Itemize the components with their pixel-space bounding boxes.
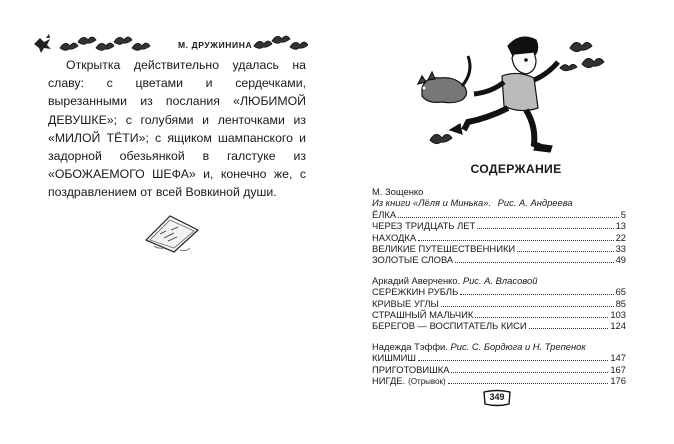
toc-illustrator: Рис. А. Андреева xyxy=(497,197,573,209)
running-head: М. ДРУЖИНИНА xyxy=(178,40,253,50)
toc-entry-title: СТРАШНЫЙ МАЛЬЧИК xyxy=(372,309,474,321)
toc-entry-title: ЧЕРЕЗ ТРИДЦАТЬ ЛЕТ xyxy=(372,220,476,232)
toc-entry-title: ВЕЛИКИЕ ПУТЕШЕСТВЕННИКИ xyxy=(372,243,516,255)
toc-entry[interactable] xyxy=(372,364,626,375)
toc-entry-note: (Отрывок) xyxy=(408,377,446,387)
toc-entry[interactable] xyxy=(372,209,626,220)
birds-ornament-icon xyxy=(252,30,308,58)
toc-entry-title: НИГДЕ. xyxy=(372,375,406,387)
toc-entry-page: 176 xyxy=(610,375,626,387)
toc-entry-title: КРИВЫЕ УГЛЫ xyxy=(372,297,439,309)
toc-entry-page: 33 xyxy=(615,243,626,255)
toc-entry-page: 49 xyxy=(615,254,626,266)
toc-entry-page: 167 xyxy=(610,363,626,375)
toc-entry-title: СЕРЕЖКИН РУБЛЬ xyxy=(372,286,459,298)
toc-entry-page: 103 xyxy=(610,309,626,321)
toc-entry-page: 65 xyxy=(615,286,626,298)
dot-leader xyxy=(517,251,613,252)
toc-section xyxy=(372,341,626,388)
toc-source xyxy=(372,197,626,208)
toc-illustrator: Рис. А. Власовой xyxy=(462,274,538,286)
toc-author-line xyxy=(372,341,626,352)
contents-title: СОДЕРЖАНИЕ xyxy=(470,162,562,176)
dot-leader xyxy=(448,383,609,384)
toc-entry[interactable] xyxy=(372,352,626,363)
toc-entry-page: 22 xyxy=(615,231,626,243)
toc-author: Аркадий Аверченко. xyxy=(372,274,461,286)
toc-entry-title: КИШМИШ xyxy=(372,352,416,364)
toc-entry[interactable] xyxy=(372,375,626,387)
dot-leader xyxy=(418,240,613,241)
dot-leader xyxy=(529,328,609,329)
toc-entry[interactable] xyxy=(372,286,626,297)
dot-leader xyxy=(477,228,613,229)
paragraph: Открытка действительно удалась на славу: с цветами и сердечками, вырезанными из послания «ЛЮБИМОЙ ДЕВУШКЕ»; с голубями и ленточками из «МИЛОЙ ТЁТИ»; с ящиком шампанского и задорной обезьянкой в галстуке из «ОБОЖАЕМОГО ШЕФА» и, конечно же, с поздравлением от всей Вовкиной души. xyxy=(48,58,306,200)
toc-entry-title: БЕРЕГОВ — ВОСПИТАТЕЛЬ КИСИ xyxy=(372,320,527,332)
page-number xyxy=(482,389,512,407)
toc-entry[interactable] xyxy=(372,243,626,254)
toc-entry-title: ПРИГОТОВИШКА xyxy=(372,363,450,375)
table-of-contents xyxy=(372,186,626,397)
toc-entry-page: 5 xyxy=(620,208,626,220)
toc-entry-page: 124 xyxy=(610,320,626,332)
birds-ornament-icon xyxy=(30,30,152,58)
toc-entry-title: ЁЛКА xyxy=(372,208,397,220)
toc-section xyxy=(372,186,626,266)
toc-entry[interactable] xyxy=(372,232,626,243)
toc-entry[interactable] xyxy=(372,298,626,309)
toc-section xyxy=(372,275,626,332)
dot-leader xyxy=(398,217,619,218)
dot-leader xyxy=(455,262,613,263)
toc-author: М. Зощенко xyxy=(372,186,424,197)
toc-entry-title: ЗОЛОТЫЕ СЛОВА xyxy=(372,254,454,266)
toc-entry-page: 147 xyxy=(610,352,626,364)
toc-source-book: Из книги «Лёля и Минька». xyxy=(372,197,492,209)
dot-leader xyxy=(475,317,608,318)
dot-leader xyxy=(441,306,614,307)
toc-entry[interactable] xyxy=(372,320,626,331)
toc-entry[interactable] xyxy=(372,254,626,265)
toc-entry-title: НАХОДКА xyxy=(372,231,417,243)
dot-leader xyxy=(418,360,608,361)
story-text xyxy=(48,56,306,202)
toc-illustrator: Рис. С. Бордюга и Н. Трепенок xyxy=(450,340,586,352)
toc-entry-page: 13 xyxy=(615,220,626,232)
running-header xyxy=(30,30,290,58)
running-boy-illustration xyxy=(410,28,610,158)
toc-entry[interactable] xyxy=(372,309,626,320)
dot-leader xyxy=(451,372,608,373)
toc-author: Надежда Тэффи. xyxy=(372,340,448,352)
page-number-text: 349 xyxy=(489,392,505,402)
postcard-illustration xyxy=(140,210,204,256)
toc-entry[interactable] xyxy=(372,220,626,231)
toc-entry-page: 85 xyxy=(615,297,626,309)
toc-author-line xyxy=(372,275,626,286)
dot-leader xyxy=(460,294,613,295)
